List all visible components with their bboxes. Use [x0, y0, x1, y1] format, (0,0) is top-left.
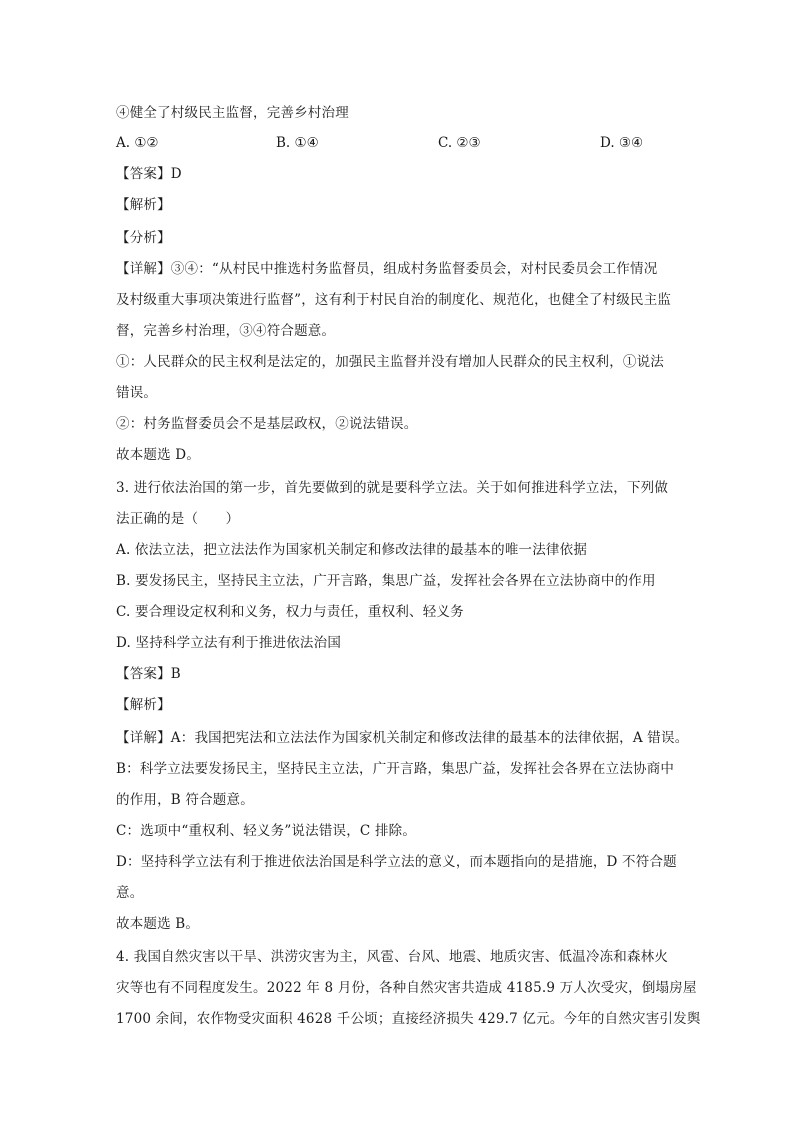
- question-4-stem: 灾等也有不同程度发生。2022 年 8 月份，各种自然灾害共造成 4185.9 万人次受灾，倒塌房屋: [116, 980, 697, 996]
- detail-line: 的作用，B 符合题意。: [116, 792, 254, 808]
- detail-line: 意。: [116, 885, 144, 901]
- conclusion-line: 故本题选 D。: [116, 447, 201, 463]
- detail-line: D：坚持科学立法有利于推进依法治国是科学立法的意义，而本题指向的是措施，D 不符合题: [116, 854, 677, 870]
- detail-line: 【详解】③④：“从村民中推选村务监督员，组成村务监督委员会，对村民委员会工作情况: [116, 261, 658, 277]
- detail-line: B：科学立法要发扬民主，坚持民主立法，广开言路，集思广益，发挥社会各界在立法协商中: [116, 761, 675, 777]
- choice-b: B. ①④: [276, 135, 319, 151]
- fenxi-label: 【分析】: [116, 230, 171, 246]
- question-3-stem: 3. 进行依法治国的第一步，首先要做到的就是要科学立法。关于如何推进科学立法，下列做: [116, 480, 669, 496]
- detail-line: 【详解】A：我国把宪法和立法法作为国家机关制定和修改法律的最基本的法律依据，A 错误。: [116, 730, 689, 746]
- detail-line: 及村级重大事项决策进行监督”，这有利于村民自治的制度化、规范化，也健全了村级民主监: [116, 292, 672, 308]
- detail-line: 督，完善乡村治理，③④符合题意。: [116, 323, 336, 339]
- q3-option-b: B. 要发扬民主，坚持民主立法，广开言路，集思广益，发挥社会各界在立法协商中的作用: [116, 573, 656, 589]
- q3-option-c: C. 要合理设定权利和义务，权力与责任，重权利、轻义务: [116, 604, 464, 620]
- question-4-stem: 1700 余间，农作物受灾面积 4628 千公顷；直接经济损失 429.7 亿元。今年的自然灾害引发舆: [116, 1011, 701, 1027]
- choice-a: A. ①②: [116, 135, 159, 151]
- detail-line: ①：人民群众的民主权利是法定的，加强民主监督并没有增加人民群众的民主权利，①说法: [116, 354, 664, 370]
- analysis-label: 【解析】: [116, 197, 171, 213]
- option-line-4: ④健全了村级民主监督，完善乡村治理: [116, 105, 349, 121]
- choice-c: C. ②③: [438, 135, 481, 151]
- detail-line: ②：村务监督委员会不是基层政权，②说法错误。: [116, 416, 418, 432]
- q3-option-d: D. 坚持科学立法有利于推进依法治国: [116, 635, 342, 651]
- answer-label: 【答案】B: [116, 666, 181, 682]
- q3-option-a: A. 依法立法，把立法法作为国家机关制定和修改法律的最基本的唯一法律依据: [116, 542, 588, 558]
- choice-d: D. ③④: [600, 135, 644, 151]
- detail-line: C：选项中“重权利、轻义务”说法错误，C 排除。: [116, 823, 417, 839]
- question-4-stem: 4. 我国自然灾害以干旱、洪涝灾害为主，风雹、台风、地震、地质灾害、低温冷冻和森林火: [116, 949, 669, 965]
- conclusion-line: 故本题选 B。: [116, 916, 200, 932]
- question-3-stem: 法正确的是（ ）: [116, 511, 240, 527]
- answer-label: 【答案】D: [116, 166, 182, 182]
- analysis-label: 【解析】: [116, 697, 171, 713]
- detail-line: 错误。: [116, 385, 158, 401]
